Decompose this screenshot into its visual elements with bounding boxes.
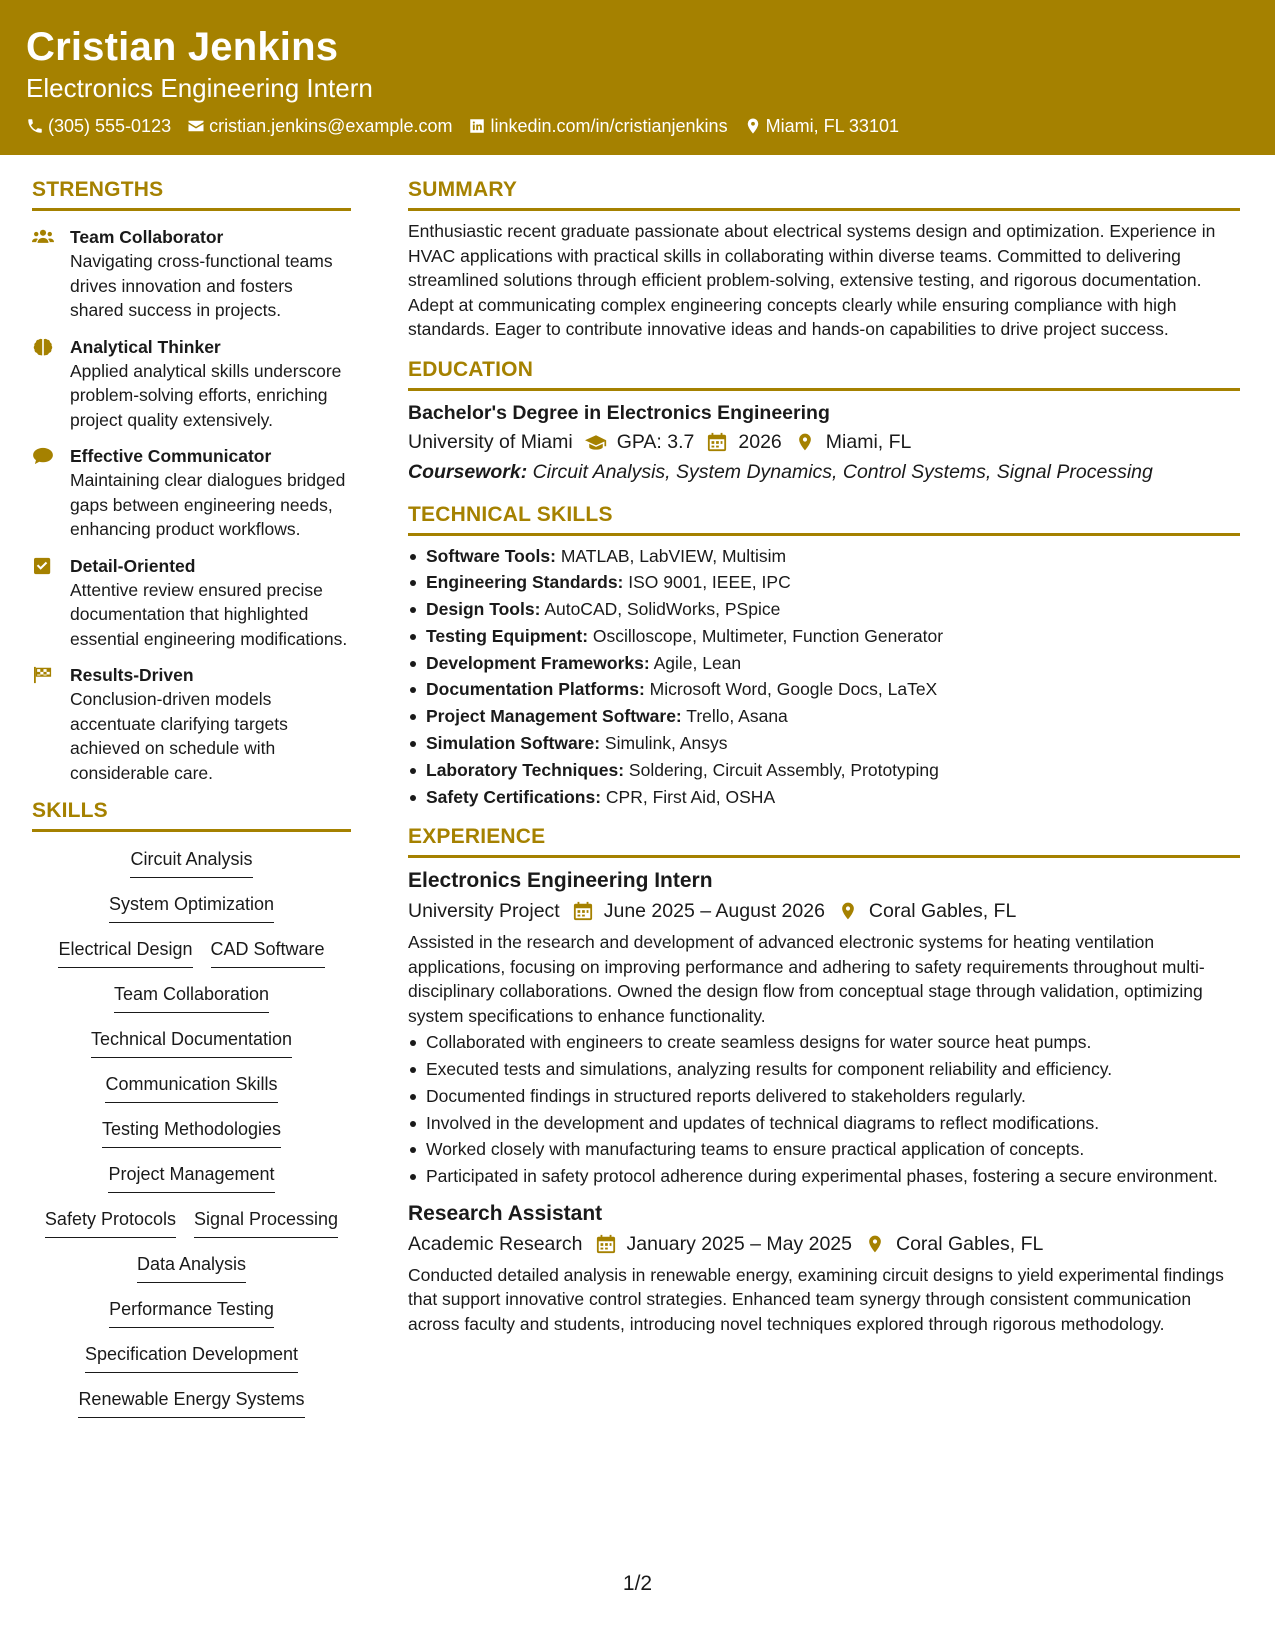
tech-skill-value: MATLAB, LabVIEW, Multisim bbox=[560, 545, 787, 566]
job-title: Electronics Engineering Intern bbox=[408, 869, 713, 893]
skill-row bbox=[32, 1386, 351, 1431]
skill-tag: Renewable Energy Systems bbox=[78, 1386, 304, 1418]
location-text: Miami, FL 33101 bbox=[765, 116, 899, 136]
tech-skill-value: AutoCAD, SolidWorks, PSpice bbox=[544, 599, 781, 620]
tech-skill-value: Microsoft Word, Google Docs, LaTeX bbox=[649, 679, 938, 700]
tech-skill-label: Simulation Software: bbox=[426, 733, 601, 754]
candidate-role: Electronics Engineering Intern bbox=[26, 73, 373, 103]
list-item: Participated in safety protocol adherence during experimental phases, fostering a secure environment. bbox=[408, 1164, 1240, 1189]
technical-skills-list bbox=[408, 544, 1240, 810]
skill-row bbox=[32, 1071, 351, 1116]
strength-title: Effective Communicator bbox=[70, 446, 272, 466]
tech-skill-value: Simulink, Ansys bbox=[604, 733, 728, 754]
coursework-list: Circuit Analysis, System Dynamics, Control Systems, Signal Processing bbox=[532, 460, 1153, 483]
brain-icon bbox=[32, 338, 54, 356]
graduation-year: 2026 bbox=[738, 430, 782, 453]
skill-tag: Technical Documentation bbox=[91, 1026, 292, 1058]
tech-skill-label: Project Management Software: bbox=[426, 706, 682, 727]
degree-title: Bachelor's Degree in Electronics Engineering bbox=[408, 401, 830, 424]
school-name: University of Miami bbox=[408, 430, 573, 453]
coursework-label: Coursework: bbox=[408, 460, 528, 483]
list-item bbox=[408, 544, 1240, 569]
coursework-line bbox=[408, 457, 1240, 487]
summary-heading: SUMMARY bbox=[408, 176, 1240, 211]
strength-title: Analytical Thinker bbox=[70, 336, 221, 357]
list-item: Executed tests and simulations, analyzing results for component reliability and efficiency. bbox=[408, 1057, 1240, 1082]
technical-skills-heading: TECHNICAL SKILLS bbox=[408, 501, 1240, 536]
skill-tag: Specification Development bbox=[85, 1341, 298, 1373]
tech-skill-label: Development Frameworks: bbox=[426, 652, 650, 673]
education-location: Miami, FL bbox=[825, 430, 912, 453]
strength-desc: Attentive review ensured precise documentation that highlighted essential engineering modifications. bbox=[70, 579, 348, 649]
phone-icon bbox=[26, 117, 44, 135]
list-item bbox=[408, 758, 1240, 783]
page-number: 1/2 bbox=[622, 1572, 653, 1595]
email-text: cristian.jenkins@example.com bbox=[209, 116, 453, 136]
strength-item bbox=[32, 225, 351, 323]
skills-heading: SKILLS bbox=[32, 797, 351, 832]
strength-item bbox=[32, 335, 351, 433]
list-item: Documented findings in structured reports delivered to stakeholders regularly. bbox=[408, 1084, 1240, 1109]
skill-row bbox=[32, 891, 351, 936]
skill-tag: Communication Skills bbox=[105, 1071, 277, 1103]
list-item bbox=[408, 785, 1240, 810]
map-pin-icon bbox=[744, 117, 762, 135]
tech-skill-label: Software Tools: bbox=[426, 545, 556, 566]
strength-item bbox=[32, 663, 351, 785]
skill-tag: Safety Protocols bbox=[45, 1206, 176, 1238]
skill-row bbox=[32, 1116, 351, 1161]
list-item bbox=[408, 677, 1240, 702]
skill-tag: Testing Methodologies bbox=[102, 1116, 281, 1148]
summary-text: Enthusiastic recent graduate passionate about electrical systems design and optimization. Experience in HVAC applications with practical skills in collaborating within diverse teams. Committed to delivering streamlined solutions through efficient problem-solving, extensive testing, and rigorous documentation. Adept at communicating complex engineering concepts clearly while ensuring compliance with high standards. Eager to contribute innovative ideas and hands-on capabilities to drive project success. bbox=[408, 221, 1216, 339]
tech-skill-value: ISO 9001, IEEE, IPC bbox=[628, 572, 791, 593]
calendar-icon bbox=[572, 901, 594, 921]
map-pin-icon bbox=[794, 432, 816, 452]
list-item: Collaborated with engineers to create seamless designs for water source heat pumps. bbox=[408, 1030, 1240, 1055]
contact-phone bbox=[26, 114, 171, 138]
list-item bbox=[408, 570, 1240, 595]
contact-bar bbox=[26, 114, 1249, 138]
list-item: Worked closely with manufacturing teams to ensure practical application of concepts. bbox=[408, 1137, 1240, 1162]
tech-skill-label: Documentation Platforms: bbox=[426, 679, 645, 700]
contact-location bbox=[744, 114, 899, 138]
skill-tag: System Optimization bbox=[109, 891, 274, 923]
tech-skill-value: Agile, Lean bbox=[653, 652, 742, 673]
tech-skill-label: Engineering Standards: bbox=[426, 572, 624, 593]
strength-title: Results-Driven bbox=[70, 665, 194, 685]
strength-item bbox=[32, 554, 351, 652]
tech-skill-label: Design Tools: bbox=[426, 599, 541, 620]
job-meta bbox=[408, 896, 1240, 926]
tech-skill-label: Laboratory Techniques: bbox=[426, 759, 625, 780]
skill-tag: CAD Software bbox=[211, 936, 325, 968]
list-item bbox=[408, 597, 1240, 622]
skill-row bbox=[32, 1296, 351, 1341]
skill-row bbox=[32, 1206, 351, 1251]
speech-bubble-icon bbox=[32, 447, 54, 465]
list-item bbox=[408, 651, 1240, 676]
strength-desc: Applied analytical skills underscore problem-solving efforts, enriching project quality extensively. bbox=[70, 360, 342, 430]
checkered-flag-icon bbox=[32, 666, 54, 684]
phone-text: (305) 555-0123 bbox=[48, 116, 172, 136]
right-column bbox=[408, 176, 1240, 1336]
resume-header bbox=[0, 0, 1275, 155]
job-title: Research Assistant bbox=[408, 1201, 603, 1225]
strengths-heading: STRENGTHS bbox=[32, 176, 351, 211]
job-org: University Project bbox=[408, 900, 560, 923]
job-description: Assisted in the research and development of advanced electronic systems for heating ventilation applications, focusing on improving performance and adhering to safety requirements throughout multi-disciplinary collaborations. Owned the design flow from conceptual stage through validation, optimizing system specifications to enhance functionality. bbox=[408, 932, 1205, 1026]
linkedin-icon bbox=[468, 117, 486, 135]
calendar-icon bbox=[706, 432, 728, 452]
tech-skill-value: CPR, First Aid, OSHA bbox=[605, 786, 776, 807]
strength-desc: Maintaining clear dialogues bridged gaps between engineering needs, enhancing product workflows. bbox=[70, 470, 346, 539]
education-meta bbox=[408, 427, 1240, 457]
list-item: Involved in the development and updates of technical diagrams to reflect modifications. bbox=[408, 1111, 1240, 1136]
skill-row bbox=[32, 936, 351, 981]
tech-skill-value: Oscilloscope, Multimeter, Function Generator bbox=[592, 625, 944, 646]
contact-email[interactable] bbox=[187, 114, 452, 138]
skill-row bbox=[32, 846, 351, 891]
gpa-text: GPA: 3.7 bbox=[616, 430, 695, 453]
strengths-list bbox=[32, 225, 351, 785]
skill-tag: Project Management bbox=[108, 1161, 274, 1193]
skill-tag: Data Analysis bbox=[137, 1251, 246, 1283]
skill-row bbox=[32, 1026, 351, 1071]
job-location: Coral Gables, FL bbox=[896, 1232, 1044, 1255]
skill-tag: Circuit Analysis bbox=[130, 846, 252, 878]
contact-linkedin[interactable] bbox=[468, 114, 727, 138]
job-meta bbox=[408, 1229, 1240, 1259]
skill-row bbox=[32, 1341, 351, 1386]
skill-row bbox=[32, 1251, 351, 1296]
map-pin-icon bbox=[837, 901, 859, 921]
strength-item bbox=[32, 444, 351, 542]
left-column bbox=[32, 176, 351, 1431]
skill-tag: Signal Processing bbox=[194, 1206, 338, 1238]
checkbox-icon bbox=[32, 557, 54, 575]
list-item bbox=[408, 624, 1240, 649]
job-dates: January 2025 – May 2025 bbox=[626, 1232, 852, 1255]
tech-skill-label: Safety Certifications: bbox=[426, 786, 602, 807]
job-bullets bbox=[408, 1030, 1240, 1188]
users-icon bbox=[32, 228, 54, 246]
skill-row bbox=[32, 1161, 351, 1206]
tech-skill-value: Soldering, Circuit Assembly, Prototyping bbox=[628, 759, 939, 780]
skill-tag: Performance Testing bbox=[109, 1296, 274, 1328]
tech-skill-label: Testing Equipment: bbox=[426, 625, 589, 646]
job-description: Conducted detailed analysis in renewable energy, examining circuit designs to yield experimental findings that support innovative control strategies. Enhanced team synergy through consistent communication across faculty and students, introducing novel techniques explored through rigorous methodology. bbox=[408, 1264, 1224, 1334]
tech-skill-value: Trello, Asana bbox=[686, 706, 788, 727]
list-item bbox=[408, 704, 1240, 729]
education-heading: EDUCATION bbox=[408, 356, 1240, 391]
job-location: Coral Gables, FL bbox=[868, 900, 1017, 923]
graduation-cap-icon bbox=[585, 432, 607, 452]
experience-heading: EXPERIENCE bbox=[408, 823, 1240, 858]
candidate-name: Cristian Jenkins bbox=[26, 25, 339, 69]
list-item bbox=[408, 731, 1240, 756]
envelope-icon bbox=[187, 117, 205, 135]
skill-row bbox=[32, 981, 351, 1026]
job-dates: June 2025 – August 2026 bbox=[603, 900, 825, 923]
calendar-icon bbox=[595, 1234, 617, 1254]
skills-list bbox=[32, 846, 351, 1431]
linkedin-text: linkedin.com/in/cristianjenkins bbox=[490, 116, 728, 136]
map-pin-icon bbox=[864, 1234, 886, 1254]
skill-tag: Team Collaboration bbox=[114, 981, 269, 1013]
strength-desc: Navigating cross-functional teams drives innovation and fosters shared success in projects. bbox=[70, 251, 333, 320]
strength-title: Team Collaborator bbox=[70, 227, 224, 247]
job-org: Academic Research bbox=[408, 1232, 583, 1255]
skill-tag: Electrical Design bbox=[58, 936, 192, 968]
strength-desc: Conclusion-driven models accentuate clarifying targets achieved on schedule with considerable care. bbox=[70, 689, 288, 783]
strength-title: Detail-Oriented bbox=[70, 555, 196, 576]
